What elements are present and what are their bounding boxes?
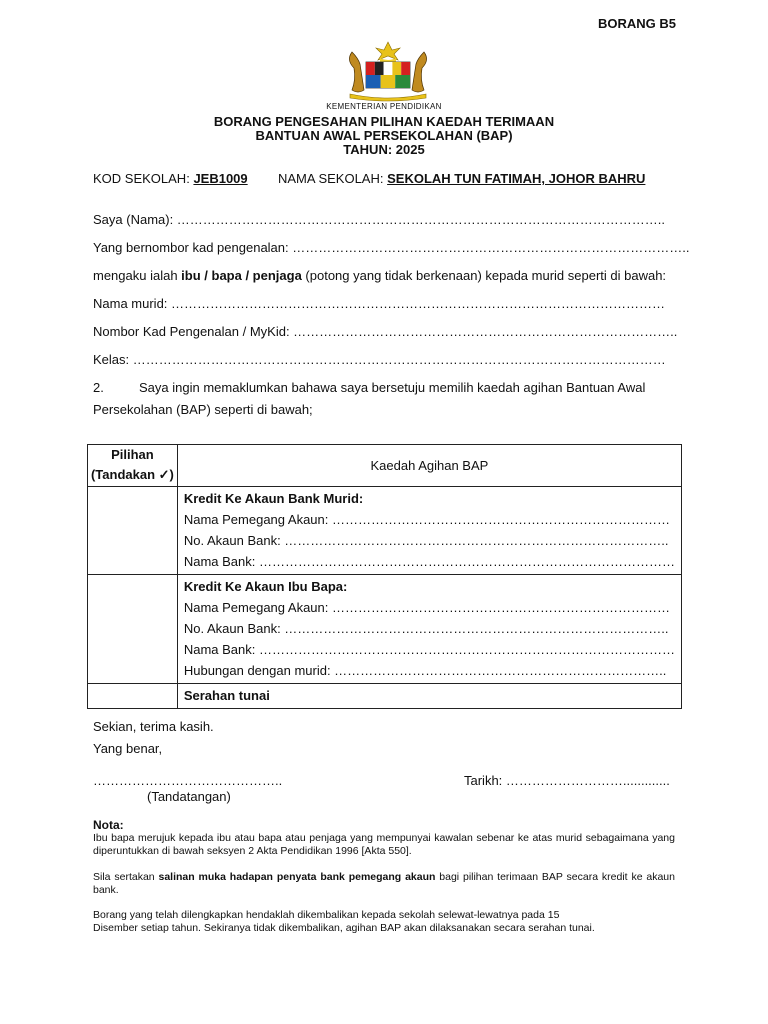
form-code: BORANG B5 [597, 16, 676, 31]
parent-name-field[interactable]: Saya (Nama): ………………………………………………………………………………………………….. [93, 212, 666, 227]
note-paragraph-1: Ibu bapa merujuk kepada ibu atau bapa atau penjaga yang mempunyai kawalan sebenar ke atas murid sebagaimana yang diperuntukkan di bawah seksyen 2 Akta Pendidikan 1996 [Akta 550]. [93, 832, 675, 857]
table-row [88, 487, 682, 575]
school-code-value: JEB1009 [193, 171, 248, 186]
pilihan-header-label: Pilihan [111, 447, 154, 462]
note-heading: Nota: [93, 818, 124, 832]
option-title: Kredit Ke Akaun Bank Murid: [183, 491, 364, 506]
account-holder-field[interactable]: Nama Pemegang Akaun: …………………………………………………………………… [183, 512, 670, 527]
bank-name-field[interactable]: Nama Bank: …………………………………………………………………………………… [183, 554, 675, 569]
school-code-label: KOD SEKOLAH: [93, 171, 190, 186]
school-name [278, 171, 645, 186]
choice-box-parent-bank[interactable] [88, 575, 178, 684]
paragraph-2-line1: Saya ingin memaklumkan bahawa saya bersetuju memilih kaedah agihan Bantuan Awal [139, 380, 646, 395]
form-title-line2: BANTUAN AWAL PERSEKOLAHAN (BAP) [255, 128, 513, 143]
closing-sincerely: Yang benar, [93, 741, 163, 756]
option-title: Kredit Ke Akaun Ibu Bapa: [183, 579, 348, 594]
account-holder-field[interactable]: Nama Pemegang Akaun: …………………………………………………………………… [183, 600, 670, 615]
note-text-end: bagi pilihan terimaan BAP secara kredit ke akaun bank. [93, 871, 675, 896]
date-field[interactable]: Tarikh: ………………………............. [464, 773, 670, 788]
form-title-line1: BORANG PENGESAHAN PILIHAN KAEDAH TERIMAAN [213, 114, 555, 129]
account-number-field[interactable]: No. Akaun Bank: …………………………………………………………………………….. [183, 533, 669, 548]
signature-line[interactable]: …………………………………….. [93, 773, 283, 788]
pilihan-header [88, 445, 178, 487]
note-paragraph-3 [93, 909, 675, 935]
statement-text: mengaku ialah [93, 268, 182, 283]
note-line: Disember setiap tahun. Sekiranya tidak dikembalikan, agihan BAP akan dilaksanakan secara serahan tunai. [93, 922, 595, 934]
school-name-value: SEKOLAH TUN FATIMAH, JOHOR BAHRU [387, 171, 646, 186]
closing-thanks: Sekian, terima kasih. [93, 719, 214, 734]
paragraph-2-line2: Persekolahan (BAP) seperti di bawah; [93, 402, 313, 417]
bap-method-table [87, 444, 682, 709]
note-line: Borang yang telah dilengkapkan hendaklah dikembalikan kepada sekolah selewat-lewatnya pada 15 [93, 909, 560, 921]
bank-name-field[interactable]: Nama Bank: …………………………………………………………………………………… [183, 642, 675, 657]
relationship-field[interactable]: Hubungan dengan murid: ………………………………………………………………….. [183, 663, 667, 678]
table-row [88, 684, 682, 709]
school-name-label: NAMA SEKOLAH: [278, 171, 384, 186]
pilihan-header-hint: (Tandakan ✓) [90, 467, 174, 482]
choice-box-cash[interactable] [88, 684, 178, 709]
class-field[interactable]: Kelas: …………………………………………………………………………………………………………… [93, 352, 666, 367]
student-mykid-field[interactable]: Nombor Kad Pengenalan / MyKid: …………………………………………………………………………….. [93, 324, 678, 339]
paragraph-2-number: 2. [93, 380, 104, 395]
form-title-year: TAHUN: 2025 [343, 142, 425, 157]
note-text: Sila sertakan [93, 871, 159, 883]
note-paragraph-2 [93, 871, 675, 897]
student-name-field[interactable]: Nama murid: …………………………………………………………………………………………………… [93, 296, 666, 311]
parent-ic-field[interactable]: Yang bernombor kad pengenalan: ……………………………………………………………………………….. [93, 240, 690, 255]
relationship-statement [93, 268, 666, 283]
kaedah-header: Kaedah Agihan BAP [177, 445, 681, 487]
note-bold-text: salinan muka hadapan penyata bank pemegang akaun [158, 871, 436, 883]
malaysia-coat-of-arms-icon [336, 40, 440, 102]
statement-text-end: (potong yang tidak berkenaan) kepada murid seperti di bawah: [301, 268, 667, 283]
choice-box-student-bank[interactable] [88, 487, 178, 575]
signature-caption: (Tandatangan) [147, 789, 231, 804]
option-student-bank [177, 487, 681, 575]
school-code [93, 171, 248, 186]
option-title: Serahan tunai [183, 688, 270, 703]
ministry-name: KEMENTERIAN PENDIDIKAN [326, 102, 442, 111]
relationship-options: ibu / bapa / penjaga [181, 268, 302, 283]
option-parent-bank [177, 575, 681, 684]
table-row [88, 575, 682, 684]
option-cash [177, 684, 681, 709]
account-number-field[interactable]: No. Akaun Bank: …………………………………………………………………………….. [183, 621, 669, 636]
table-header-row [88, 445, 682, 487]
